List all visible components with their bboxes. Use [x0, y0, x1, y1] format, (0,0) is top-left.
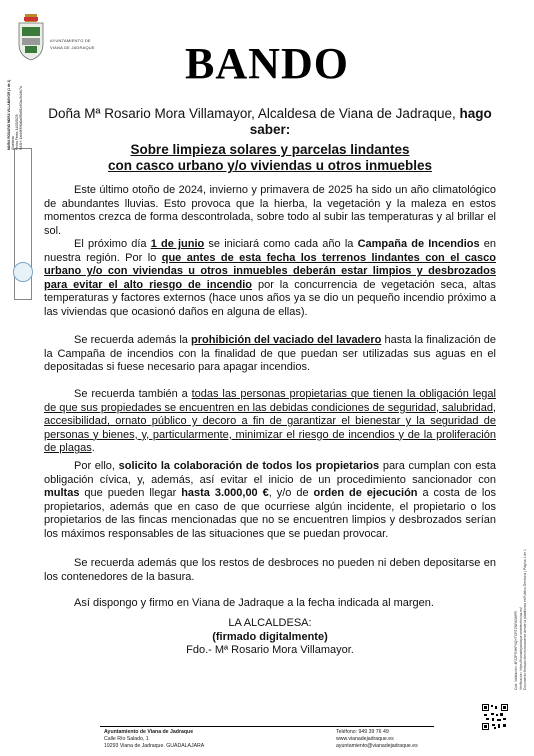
subject-line2: con casco urbano y/o viviendas u otros inmuebles [107, 158, 433, 173]
document-title: BANDO [185, 39, 349, 88]
p2-obligation: que antes de esta fecha los terrenos lindantes con el casco urbano y/o con viviendas u otros inmuebles deberán estar limpios y desbrozados para evitar el alto riesgo de incendio [44, 251, 496, 291]
p5-fines: multas [44, 487, 80, 500]
footer-divider [100, 726, 434, 727]
paragraph-6 [44, 557, 496, 584]
paragraph-3 [44, 334, 496, 375]
p2-c: se iniciará como cada año la [204, 238, 358, 250]
signature-stamp-text [7, 80, 23, 150]
logo-text-line2: VIANA DE JADRAQUE [50, 45, 95, 50]
signature-block [44, 617, 496, 658]
p5-g: , y/o de [268, 487, 314, 500]
paragraph-1 [44, 184, 496, 238]
validation-platform: Documento firmado electrónicamente desde la plataforma esPublico Gestiona | Página 1 de 1 [523, 549, 527, 690]
p1-text: Este último otoño de 2024, invierno y primavera de 2025 ha sido un año climatológico de abundantes lluvias. Esto provoca que la hierba, la vegetación y la maleza en estos momentos crezca de forma descontrolada, sobre todo al subir las temperaturas y al brillar el sol. [44, 184, 496, 237]
p4-c: . [91, 442, 95, 455]
footer-email[interactable]: ayuntamiento@vianadejadraque.es [336, 743, 418, 749]
stamp-role: Alcaldesa [11, 136, 15, 150]
validation-code: Cód. Validación: 4F2ZP7NHPXQYTCRTZNFASMFR [514, 610, 518, 690]
p5-a: Por ello, [74, 460, 119, 472]
p5-c: para cumplan con esta obligación cívica, y, además, así evitar el inicio de un procedimiento sancionador con [44, 460, 496, 486]
p5-i: a costa de los propietarios, además que en caso de que ocurriese algún incidente, el propietario o los propietarios de las fincas mencionadas que no se encuentren limpios y desbrozados serían los máximos responsables de las situaciones que se puedan provocar. [44, 487, 496, 540]
paragraph-5 [44, 460, 496, 542]
signature-digital: (firmado digitalmente) [212, 630, 328, 643]
signature-role: LA ALCALDESA: [228, 617, 312, 629]
p6-text: Se recuerda además que los restos de desbroces no pueden ni deben depositarse en los contenedores de la basura. [44, 557, 496, 583]
p4-a: Se recuerda también a [74, 388, 192, 400]
p7-text: Así dispongo y firmo en Viana de Jadraque a la fecha indicada al margen. [74, 597, 434, 609]
p2-date: 1 de junio [150, 238, 205, 250]
footer-contact [336, 729, 418, 750]
subject-heading [44, 142, 496, 174]
validation-text [514, 549, 528, 690]
paragraph-7 [44, 597, 496, 611]
certificate-seal-icon [13, 262, 33, 282]
intro-text: Doña Mª Rosario Mora Villamayor, Alcaldesa de Viana de Jadraque, [48, 106, 456, 121]
footer-web[interactable]: www.vianadejadraque.es [336, 736, 394, 742]
signature-name: Fdo.- Mª Rosario Mora Villamayor. [186, 644, 354, 657]
p5-request: solicito la colaboración de todos los propietarios [118, 460, 380, 472]
p2-a: El próximo día [74, 238, 151, 250]
paragraph-4 [44, 388, 496, 456]
intro-emphasis: hago saber [249, 106, 492, 137]
p5-order: orden de ejecución [313, 487, 418, 500]
stamp-signer: MARIA ROSARIO MORA VILLAMAYOR (1 de 1) [7, 79, 11, 150]
footer-address [104, 729, 204, 750]
footer-org: Ayuntamiento de Viana de Jadraque [104, 729, 194, 735]
p2-g: por la concurrencia de vegetación seca, altas temperaturas y factores externos (hace unos años ya se dio un pequeño incendio próximo a las viviendas que ocasionó daños en alguna de ellas). [44, 278, 496, 318]
p5-e: que pueden llegar [79, 487, 182, 500]
p3-prohibition: prohibición del vaciado del lavadero [191, 334, 382, 346]
logo-text-line1: AYUNTAMIENTO DE [50, 38, 91, 43]
p5-amount: hasta 3.000,00 € [181, 487, 269, 500]
p2-e: en nuestra región. Por lo [44, 238, 496, 264]
subject-line1: Sobre limpieza solares y parcelas lindantes [130, 142, 410, 157]
footer-phone: Teléfono: 949 39 76 49 [336, 729, 389, 735]
footer-city: 19293 Viana de Jadraque. GUADALAJARA [104, 743, 205, 749]
paragraph-2 [44, 238, 496, 320]
p2-campaign: Campaña de Incendios [357, 238, 480, 250]
p3-a: Se recuerda además la [74, 334, 192, 346]
validation-url[interactable]: Verificación: https://vianadejadraque.sedelectronica.es/ [518, 607, 523, 690]
stamp-hash: HASH: 1ebb9f396d0a0f5b6f1e9f2ac3e24b7d [19, 86, 23, 150]
intro-line [44, 106, 496, 138]
footer-street: Calle Río Salado, 1 [104, 736, 149, 742]
stamp-date: Fecha Firma: 14/05/2025 [15, 114, 19, 150]
p3-c: hasta la finalización de la Campaña de incendios con la finalidad de que puedan ser utilizadas sus aguas en el depositadas si fuese necesario para apagar incendios. [44, 334, 497, 374]
p4-obligation: todas las personas propietarias que tienen la obligación legal de que sus propiedades se encuentren en las debidas condiciones de seguridad, salubridad, accesibilidad, ornato público y decoro a fin de garantizar el bienestar y la seguridad de personas y bienes, y, particularmente, minimizar el riesgo de incendios y de la proliferación de plagas [44, 388, 496, 455]
qr-code-icon[interactable] [482, 704, 508, 730]
intro-colon: : [285, 122, 291, 137]
